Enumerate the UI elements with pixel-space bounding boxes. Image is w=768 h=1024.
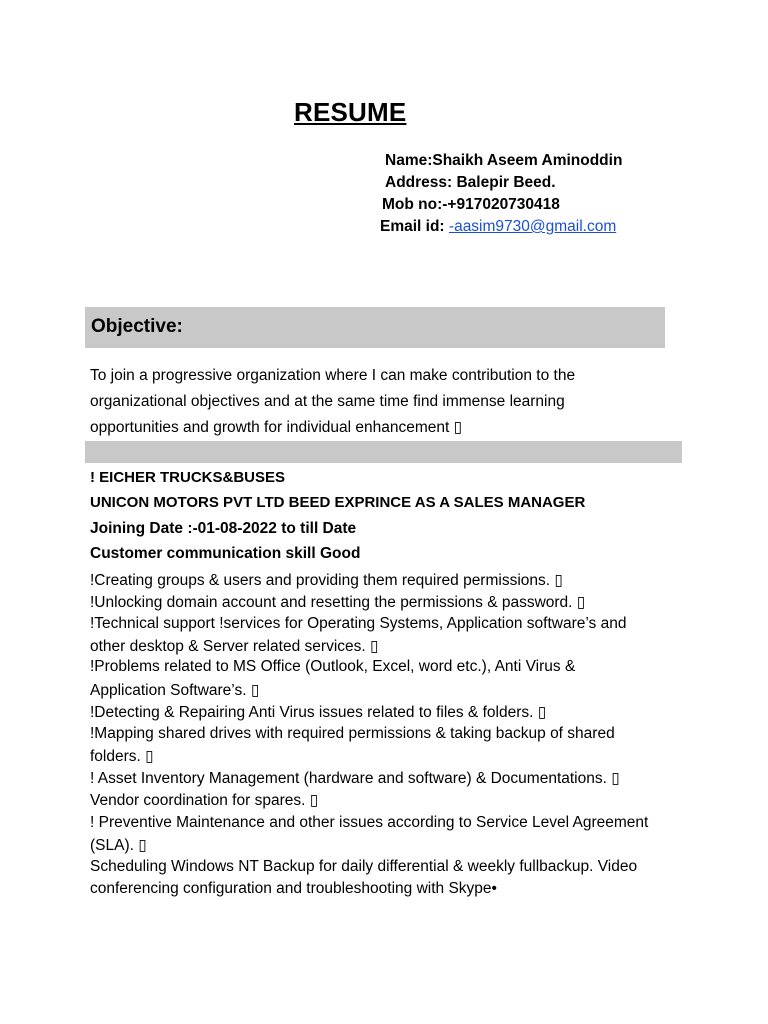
duty-line: other desktop & Server related services. ▯ (90, 638, 379, 655)
section-divider-band (85, 441, 682, 463)
resume-title: RESUME (294, 97, 407, 127)
contact-address: Address: Balepir Beed. (385, 174, 556, 191)
duty-line: !Creating groups & users and providing them required permissions. ▯ (90, 572, 563, 589)
objective-line-1: To join a progressive organization where I can make contribution to the (90, 367, 576, 384)
contact-name: Name:Shaikh Aseem Aminoddin (385, 152, 623, 169)
joining-date: Joining Date :-01-08-2022 to till Date (90, 520, 357, 537)
objective-heading: Objective: (91, 316, 183, 337)
objective-line-2: organizational objectives and at the same time find immense learning (90, 393, 565, 410)
duty-line: !Mapping shared drives with required permissions & taking backup of shared (90, 725, 615, 742)
duty-line: Application Software’s. ▯ (90, 682, 260, 699)
duty-line: !Unlocking domain account and resetting the permissions & password. ▯ (90, 594, 586, 611)
duty-line: !Problems related to MS Office (Outlook, Excel, word etc.), Anti Virus & (90, 658, 576, 675)
duty-line: Scheduling Windows NT Backup for daily differential & weekly fullbackup. Video (90, 858, 638, 875)
contact-mobile: Mob no:-+917020730418 (382, 196, 560, 213)
job-role: UNICON MOTORS PVT LTD BEED EXPRINCE AS A SALES MANAGER (90, 494, 586, 511)
objective-line-3: opportunities and growth for individual enhancement ▯ (90, 419, 463, 436)
contact-email-row (380, 218, 616, 236)
company-name: ! EICHER TRUCKS&BUSES (90, 469, 286, 486)
duty-line: conferencing configuration and troubleshooting with Skype• (90, 880, 497, 897)
duty-line: !Technical support !services for Operating Systems, Application software’s and (90, 615, 627, 632)
duty-line: (SLA). ▯ (90, 837, 147, 854)
email-link[interactable]: -aasim9730@gmail.com (448, 218, 617, 235)
duty-line: ! Asset Inventory Management (hardware and software) & Documentations. ▯ (90, 770, 620, 787)
duty-line: Vendor coordination for spares. ▯ (90, 792, 319, 809)
skill-line: Customer communication skill Good (90, 545, 361, 562)
email-label: Email id: (380, 218, 449, 235)
duty-line: !Detecting & Repairing Anti Virus issues related to files & folders. ▯ (90, 704, 547, 721)
duty-line: folders. ▯ (90, 748, 154, 765)
duty-line: ! Preventive Maintenance and other issues according to Service Level Agreement (90, 814, 649, 831)
objective-header-band (85, 307, 665, 348)
